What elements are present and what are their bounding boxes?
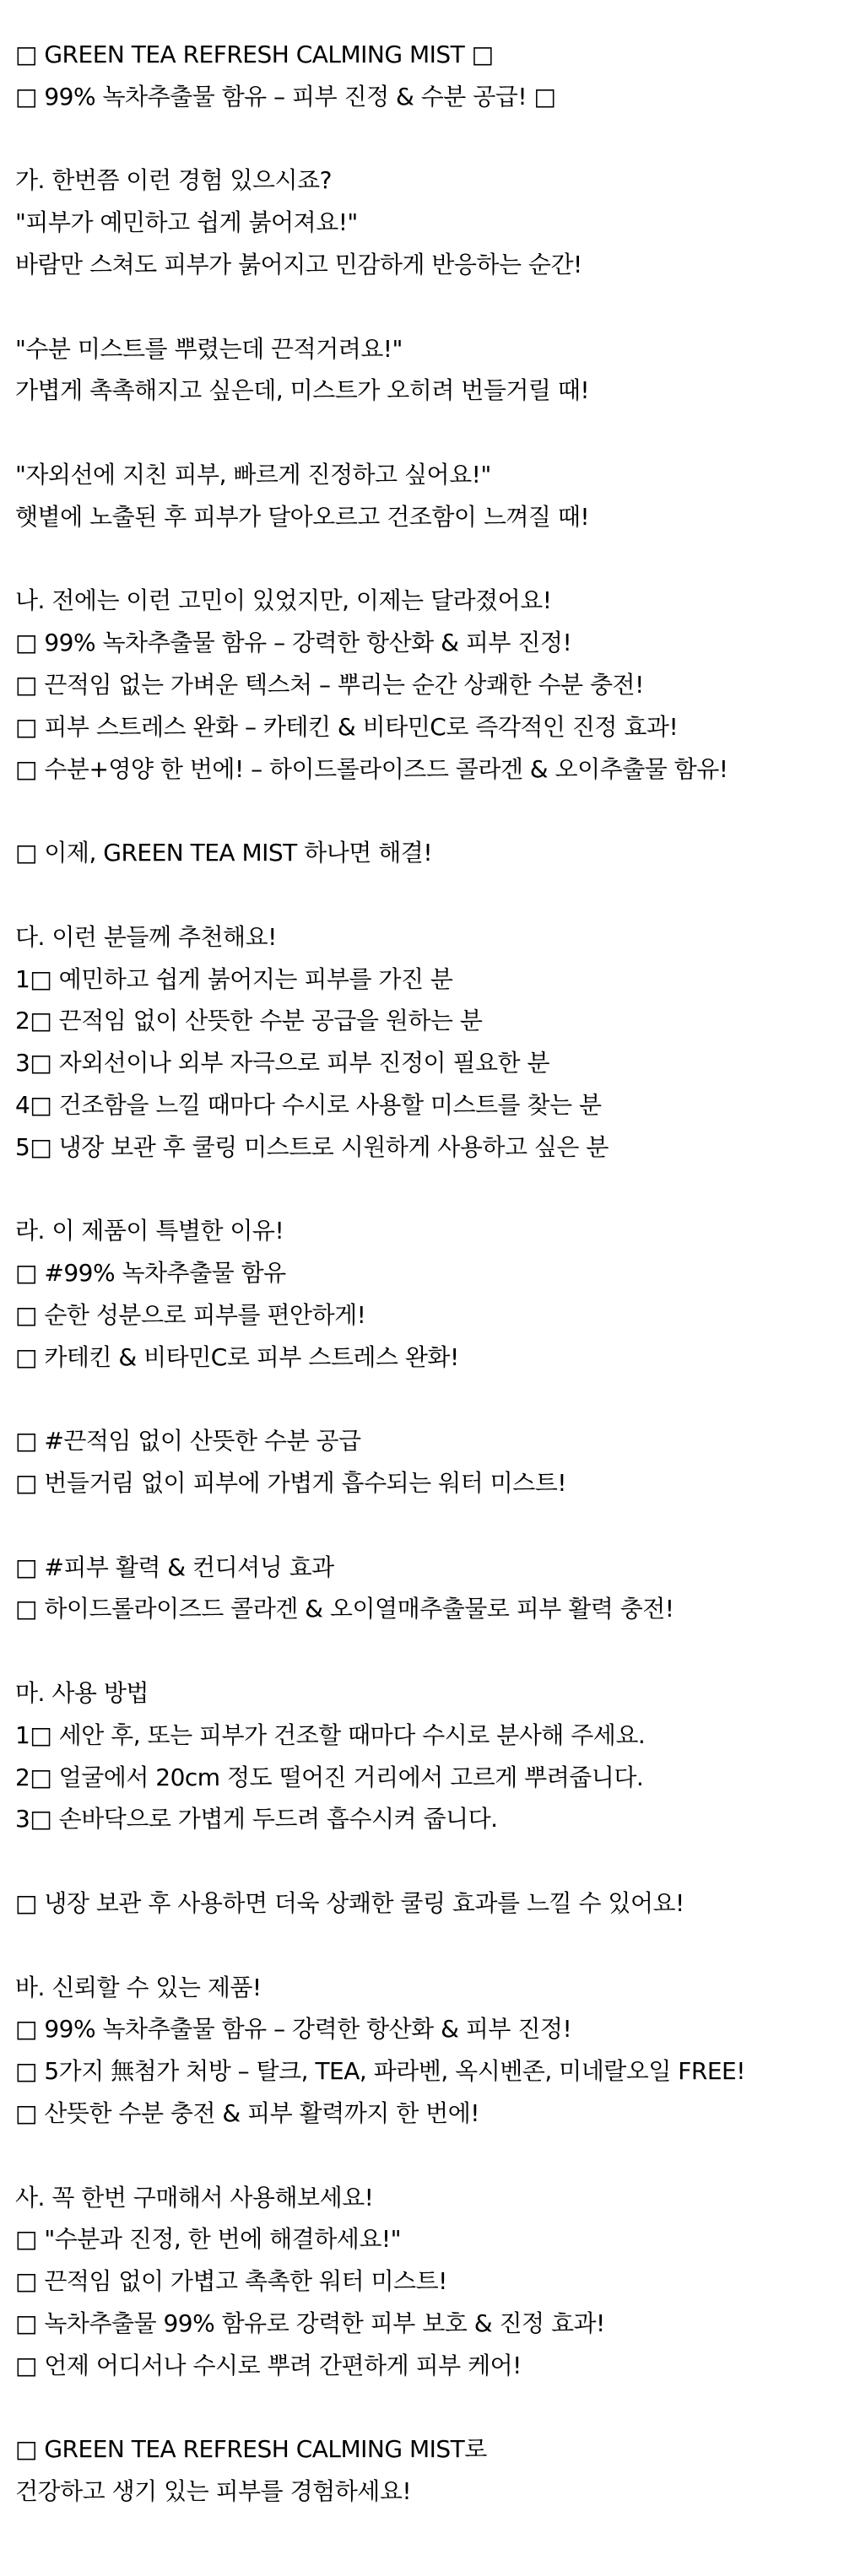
- text-line: "자외선에 지친 피부, 빠르게 진정하고 싶어요!": [15, 460, 491, 489]
- text-line: 4□ 건조함을 느낄 때마다 수시로 사용할 미스트를 찾는 분: [15, 1090, 602, 1119]
- text-block: [15, 580, 844, 790]
- text-block: [15, 2428, 844, 2513]
- text-line: □ 이제, GREEN TEA MIST 하나면 해결!: [15, 839, 433, 867]
- text-line: □ 녹차추출물 99% 함유로 강력한 피부 보호 & 진정 효과!: [15, 2309, 605, 2338]
- text-line: □ GREEN TEA REFRESH CALMING MIST □: [15, 41, 494, 68]
- text-block: [15, 328, 844, 413]
- text-line: 바람만 스쳐도 피부가 붉어지고 민감하게 반응하는 순간!: [15, 250, 582, 278]
- text-line: 2□ 끈적임 없이 산뜻한 수분 공급을 원하는 분: [15, 1007, 483, 1035]
- text-line: 바. 신뢰할 수 있는 제품!: [15, 1973, 262, 2001]
- block-spacer: [15, 412, 844, 454]
- text-line: □ 끈적임 없이 가볍고 촉촉한 워터 미스트!: [15, 2267, 447, 2296]
- text-line: □ 번들거림 없이 피부에 가볍게 흡수되는 워터 미스트!: [15, 1469, 566, 1498]
- text-line: 라. 이 제품이 특별한 이유!: [15, 1217, 284, 1245]
- block-spacer: [15, 790, 844, 832]
- text-line: □ 99% 녹차추출물 함유 – 강력한 항산화 & 피부 진정!: [15, 2015, 572, 2044]
- text-block: [15, 34, 844, 118]
- block-spacer: [15, 1630, 844, 1672]
- text-block: [15, 159, 844, 285]
- text-line: □ #99% 녹차추출물 함유: [15, 1259, 286, 1288]
- text-line: □ 피부 스트레스 완화 – 카테킨 & 비타민C로 즉각적인 진정 효과!: [15, 712, 679, 741]
- text-block: [15, 1672, 844, 1840]
- text-line: □ 순한 성분으로 피부를 편안하게!: [15, 1300, 366, 1329]
- text-line: 5□ 냉장 보관 후 쿨링 미스트로 시원하게 사용하고 싶은 분: [15, 1132, 609, 1161]
- text-line: □ 수분+영양 한 번에! – 하이드롤라이즈드 콜라겐 & 오이추출물 함유!: [15, 754, 728, 783]
- text-line: 3□ 손바닥으로 가볍게 두드려 흡수시켜 줍니다.: [15, 1805, 498, 1833]
- block-spacer: [15, 2135, 844, 2177]
- text-line: □ 카테킨 & 비타민C로 피부 스트레스 완화!: [15, 1342, 459, 1371]
- text-line: 가볍게 촉촉해지고 싶은데, 미스트가 오히려 번들거릴 때!: [15, 376, 590, 405]
- text-line: □ 99% 녹차추출물 함유 – 피부 진정 & 수분 공급! □: [15, 82, 556, 111]
- text-block: [15, 1210, 844, 1378]
- text-block: [15, 1882, 844, 1925]
- text-line: 3□ 자외선이나 외부 자극으로 피부 진정이 필요한 분: [15, 1049, 550, 1077]
- block-spacer: [15, 1504, 844, 1547]
- text-block: [15, 454, 844, 538]
- text-line: □ #끈적임 없이 산뜻한 수분 공급: [15, 1427, 361, 1455]
- text-line: 다. 이런 분들께 추천해요!: [15, 922, 277, 951]
- block-spacer: [15, 1840, 844, 1882]
- text-line: □ "수분과 진정, 한 번에 해결하세요!": [15, 2225, 401, 2254]
- text-line: 햇볕에 노출된 후 피부가 달아오르고 건조함이 느껴질 때!: [15, 502, 590, 531]
- text-block: [15, 832, 844, 874]
- text-line: □ #피부 활력 & 컨디셔닝 효과: [15, 1553, 334, 1581]
- text-line: "수분 미스트를 뿌렸는데 끈적거려요!": [15, 334, 403, 363]
- text-block: [15, 1967, 844, 2135]
- block-spacer: [15, 286, 844, 328]
- text-line: □ 5가지 無첨가 처방 – 탈크, TEA, 파라벤, 옥시벤존, 미네랄오일 FREE!: [15, 2057, 745, 2086]
- text-block: [15, 2177, 844, 2387]
- text-line: "피부가 예민하고 쉽게 붉어져요!": [15, 208, 358, 237]
- text-line: □ 끈적임 없는 가벼운 텍스처 – 뿌리는 순간 상쾌한 수분 충전!: [15, 670, 644, 699]
- text-line: 1□ 예민하고 쉽게 붉어지는 피부를 가진 분: [15, 964, 453, 993]
- text-line: □ GREEN TEA REFRESH CALMING MIST로: [15, 2435, 487, 2464]
- text-line: 마. 사용 방법: [15, 1679, 149, 1708]
- block-spacer: [15, 538, 844, 581]
- block-spacer: [15, 1169, 844, 1211]
- text-line: 가. 한번쯤 이런 경험 있으시죠?: [15, 166, 332, 195]
- text-line: 나. 전에는 이런 고민이 있었지만, 이제는 달라졌어요!: [15, 586, 552, 615]
- text-block: [15, 1420, 844, 1504]
- text-line: □ 하이드롤라이즈드 콜라겐 & 오이열매추출물로 피부 활력 충전!: [15, 1595, 674, 1623]
- text-line: 1□ 세안 후, 또는 피부가 건조할 때마다 수시로 분사해 주세요.: [15, 1720, 646, 1749]
- block-spacer: [15, 1379, 844, 1421]
- text-line: □ 언제 어디서나 수시로 뿌려 간편하게 피부 케어!: [15, 2351, 522, 2379]
- text-line: □ 산뜻한 수분 충전 & 피부 활력까지 한 번에!: [15, 2099, 479, 2128]
- text-block: [15, 1547, 844, 1631]
- text-line: 건강하고 생기 있는 피부를 경험하세요!: [15, 2477, 412, 2506]
- text-line: 사. 꼭 한번 구매해서 사용해보세요!: [15, 2183, 374, 2211]
- block-spacer: [15, 2387, 844, 2429]
- text-block: [15, 916, 844, 1169]
- block-spacer: [15, 1925, 844, 1967]
- block-spacer: [15, 118, 844, 160]
- text-line: □ 99% 녹차추출물 함유 – 강력한 항산화 & 피부 진정!: [15, 629, 572, 657]
- text-line: 2□ 얼굴에서 20cm 정도 떨어진 거리에서 고르게 뿌려줍니다.: [15, 1763, 644, 1791]
- block-spacer: [15, 874, 844, 916]
- text-line: □ 냉장 보관 후 사용하면 더욱 상쾌한 쿨링 효과를 느낄 수 있어요!: [15, 1889, 684, 1918]
